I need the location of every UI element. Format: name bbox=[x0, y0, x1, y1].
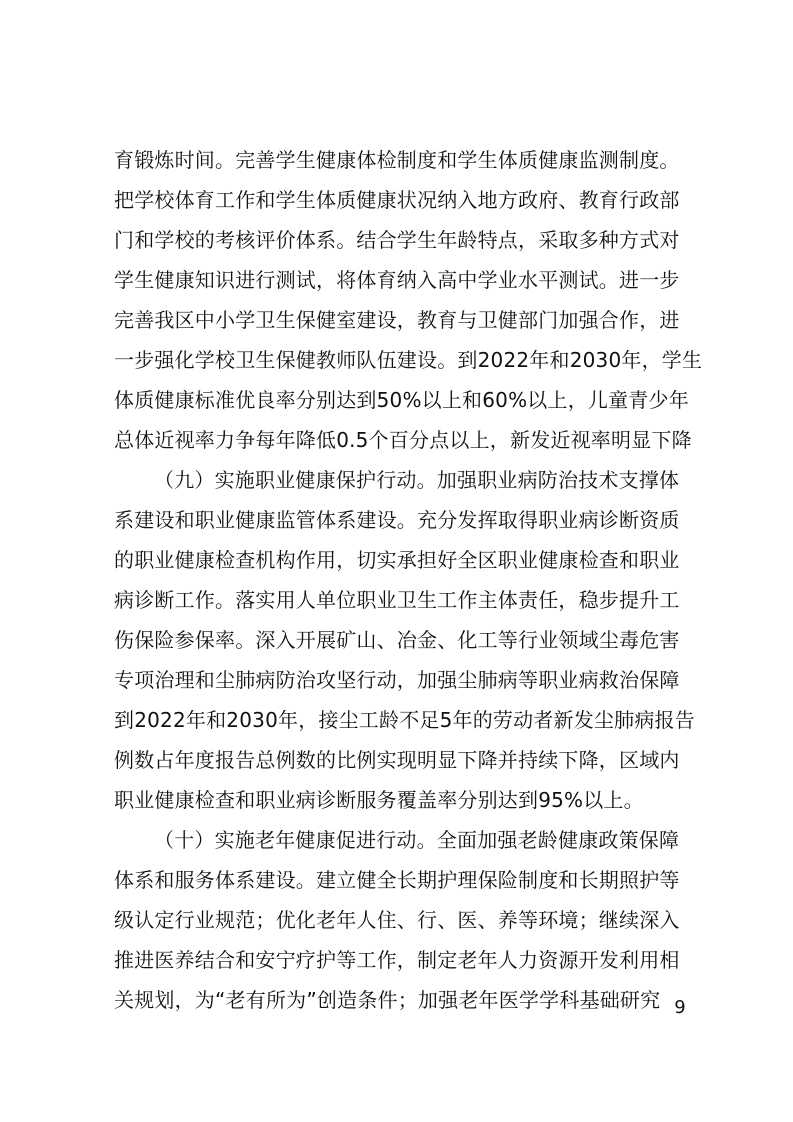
text-line: 育锻炼时间。完善学生健康体检制度和学生体质健康监测制度。 bbox=[114, 148, 680, 172]
text-line: 关规划，为“老有所为”创造条件；加强老年医学学科基础研究 bbox=[114, 988, 661, 1012]
text-line: 把学校体育工作和学生体质健康状况纳入地方政府、教育行政部 bbox=[114, 188, 680, 212]
text-line: 体系和服务体系建设。建立健全长期护理保险制度和长期照护等 bbox=[114, 868, 680, 892]
text-line: 的职业健康检查机构作用，切实承担好全区职业健康检查和职业 bbox=[114, 548, 680, 572]
text-line: 总体近视率力争每年降低0.5个百分点以上，新发近视率明显下降 bbox=[114, 428, 692, 452]
text-line: 伤保险参保率。深入开展矿山、冶金、化工等行业领域尘毒危害 bbox=[114, 628, 680, 652]
text-line: 门和学校的考核评价体系。结合学生年龄特点，采取多种方式对 bbox=[114, 228, 680, 252]
text-line: 专项治理和尘肺病防治攻坚行动，加强尘肺病等职业病救治保障 bbox=[114, 668, 680, 692]
text-line: 到2022年和2030年，接尘工龄不足5年的劳动者新发尘肺病报告 bbox=[114, 708, 695, 732]
text-line: 学生健康知识进行测试，将体育纳入高中学业水平测试。进一步 bbox=[114, 268, 680, 292]
text-line: 例数占年度报告总例数的比例实现明显下降并持续下降，区域内 bbox=[114, 748, 680, 772]
text-line: 病诊断工作。落实用人单位职业卫生工作主体责任，稳步提升工 bbox=[114, 588, 680, 612]
text-line: 职业健康检查和职业病诊断服务覆盖率分别达到95%以上。 bbox=[114, 788, 644, 812]
text-line: 级认定行业规范；优化老年人住、行、医、养等环境；继续深入 bbox=[114, 908, 680, 932]
text-line: 体质健康标准优良率分别达到50%以上和60%以上，儿童青少年 bbox=[114, 388, 689, 412]
section-heading-line: （十）实施老年健康促进行动。全面加强老龄健康政策保障 bbox=[154, 828, 680, 852]
text-line: 完善我区中小学卫生保健室建设，教育与卫健部门加强合作，进 bbox=[114, 308, 680, 332]
text-line: 推进医养结合和安宁疗护等工作，制定老年人力资源开发利用相 bbox=[114, 948, 680, 972]
page-number: 9 bbox=[674, 997, 686, 1018]
body-text bbox=[114, 140, 714, 1020]
text-line: 系建设和职业健康监管体系建设。充分发挥取得职业病诊断资质 bbox=[114, 508, 680, 532]
text-line: 一步强化学校卫生保健教师队伍建设。到2022年和2030年，学生 bbox=[114, 348, 703, 372]
section-heading-line: （九）实施职业健康保护行动。加强职业病防治技术支撑体 bbox=[154, 468, 680, 492]
